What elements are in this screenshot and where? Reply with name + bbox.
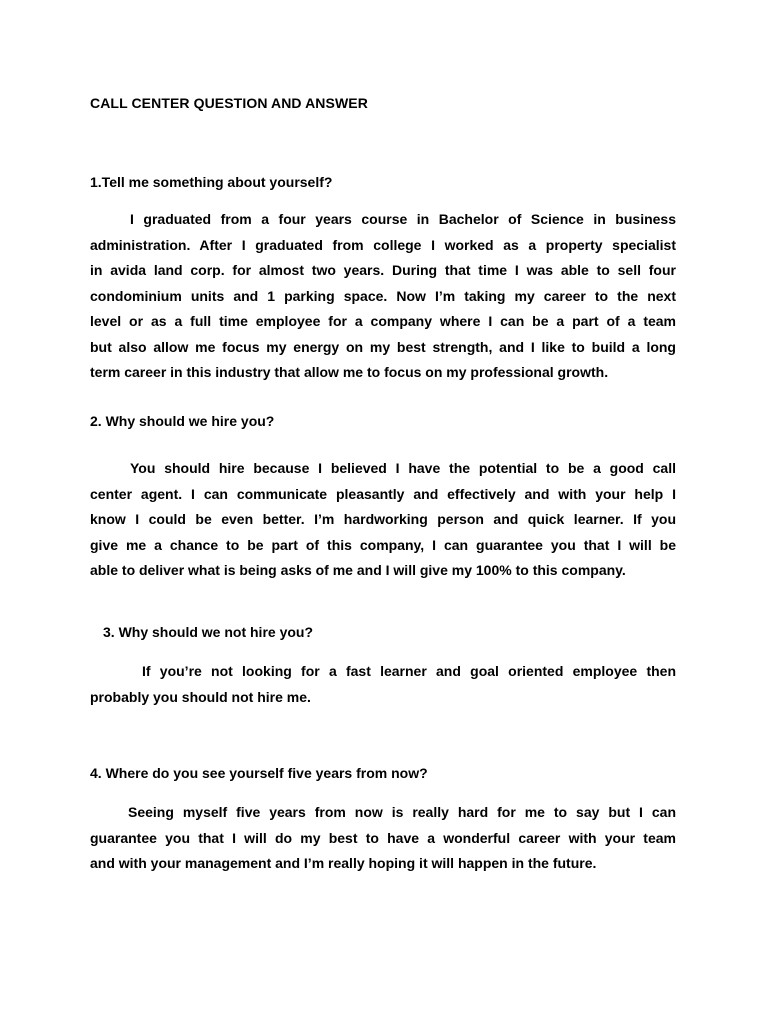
answer-1-line-5: level or as a full time employee for a company where I can be a part of a team bbox=[90, 313, 676, 329]
question-2: 2. Why should we hire you? bbox=[90, 413, 275, 429]
answer-2-line-5: able to deliver what is being asks of me and I will give my 100% to this company. bbox=[90, 562, 626, 578]
answer-2-line-2: center agent. I can communicate pleasantly and effectively and with your help I bbox=[90, 485, 676, 502]
answer-2-line-4: give me a chance to be part of this company, I can guarantee you that I will be bbox=[90, 536, 676, 553]
answer-1-line-7: term career in this industry that allow me to focus on my professional growth. bbox=[90, 364, 609, 380]
answer-4 bbox=[90, 800, 676, 877]
answer-2-line-3: know I could be even better. I’m hardworking person and quick learner. If you bbox=[90, 511, 676, 527]
answer-2-line-1: You should hire because I believed I have the potential to be a good call bbox=[130, 460, 676, 476]
answer-1-line-6: but also allow me focus my energy on my best strength, and I like to build a long bbox=[90, 338, 676, 355]
answer-3-line-2: probably you should not hire me. bbox=[90, 688, 311, 705]
answer-2 bbox=[90, 456, 676, 584]
answer-4-line-3: and with your management and I’m really hoping it will happen in the future. bbox=[90, 855, 597, 871]
answer-1-line-3: in avida land corp. for almost two years. During that time I was able to sell four bbox=[90, 262, 676, 278]
answer-3 bbox=[90, 659, 676, 710]
question-1: 1.Tell me something about yourself? bbox=[90, 174, 333, 190]
question-3: 3. Why should we not hire you? bbox=[103, 624, 314, 640]
answer-4-line-1: Seeing myself five years from now is really hard for me to say but I can bbox=[128, 804, 676, 820]
answer-3-line-1: If you’re not looking for a fast learner and goal oriented employee then bbox=[142, 663, 676, 679]
answer-4-line-2: guarantee you that I will do my best to have a wonderful career with your team bbox=[90, 829, 676, 846]
document-title: CALL CENTER QUESTION AND ANSWER bbox=[90, 95, 368, 111]
answer-1-line-4: condominium units and 1 parking space. Now I’m taking my career to the next bbox=[90, 287, 676, 304]
answer-1 bbox=[90, 207, 676, 386]
question-4: 4. Where do you see yourself five years from now? bbox=[90, 765, 428, 781]
answer-1-line-2: administration. After I graduated from college I worked as a property specialist bbox=[90, 236, 676, 253]
answer-1-line-1: I graduated from a four years course in Bachelor of Science in business bbox=[130, 211, 676, 227]
